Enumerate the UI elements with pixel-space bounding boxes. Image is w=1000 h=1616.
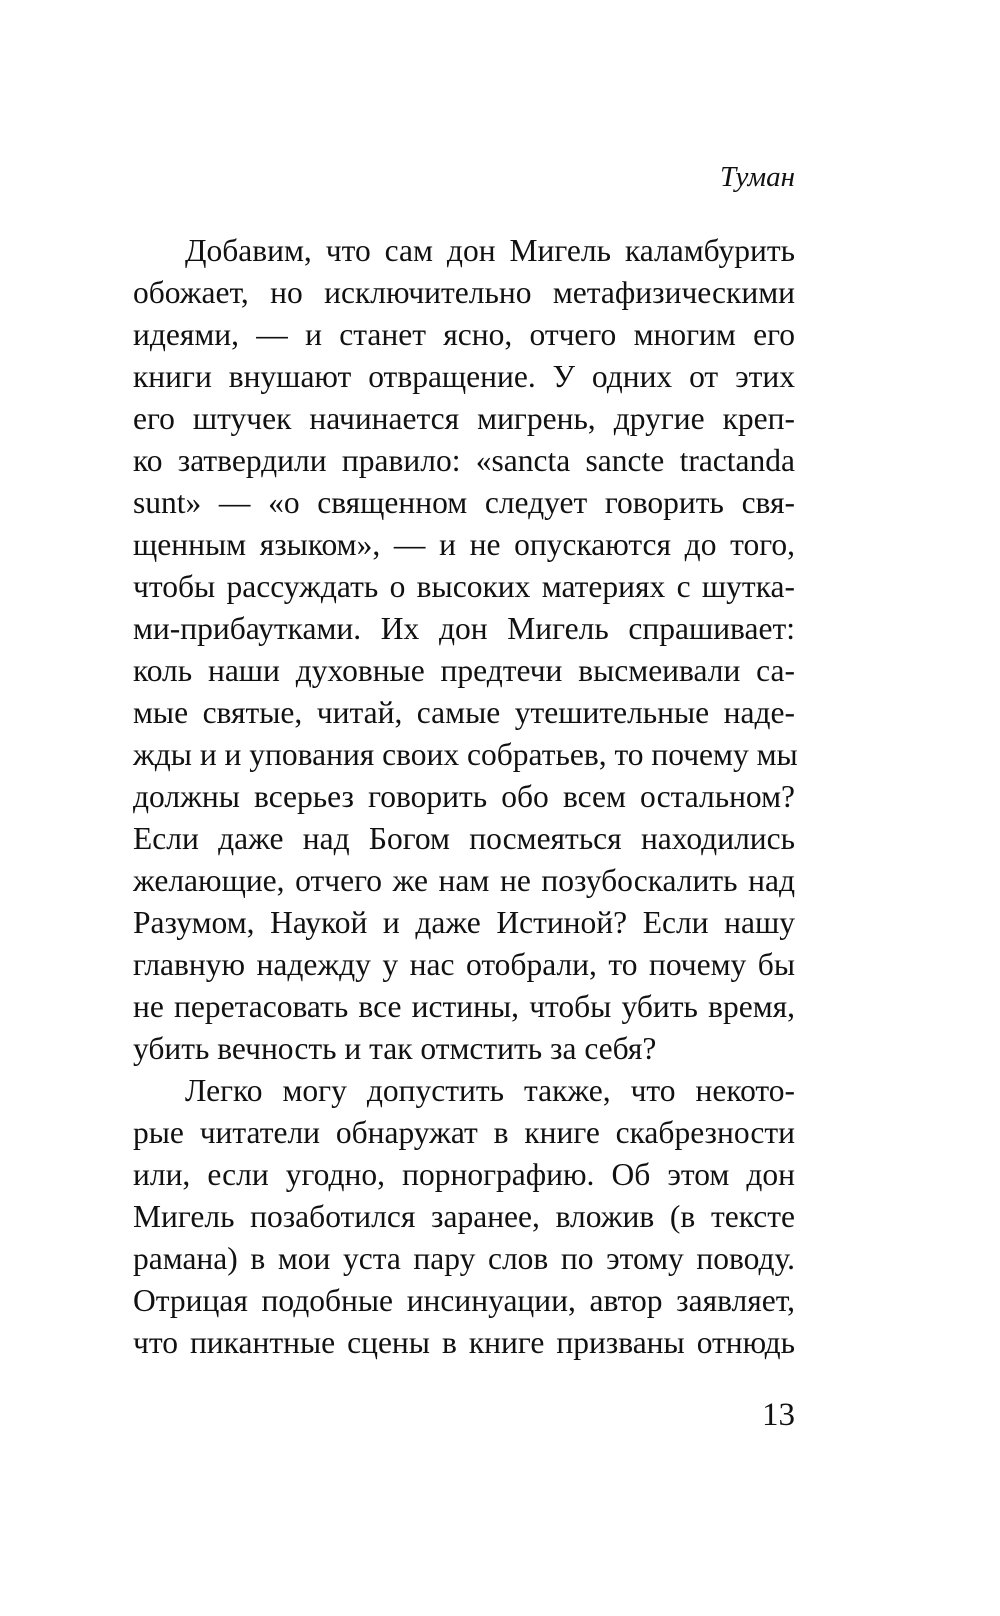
text-line: убить вечность и так отмстить за себя?	[133, 1031, 657, 1066]
text-line: рые читатели обнаружат в книге скабрезности	[133, 1115, 795, 1150]
text-line: Мигель позаботился заранее, вложив (в тексте	[133, 1199, 795, 1234]
text-line: идеями, — и станет ясно, отчего многим его	[133, 317, 795, 352]
text-line: желающие, отчего же нам не позубоскалить над	[133, 863, 795, 898]
text-line: Легко могу допустить также, что некото-	[185, 1073, 795, 1108]
text-line: должны всерьез говорить обо всем остальном?	[133, 779, 795, 814]
text-line: ми-прибаутками. Их дон Мигель спрашивает:	[133, 611, 795, 646]
text-line: Отрицая подобные инсинуации, автор заявляет,	[133, 1283, 795, 1318]
text-line: чтобы рассуждать о высоких материях с шутка-	[133, 569, 795, 604]
text-line: коль наши духовные предтечи высмеивали са-	[133, 653, 795, 688]
paragraph-2	[133, 1070, 795, 1364]
text-line: жды и и упования своих собратьев, то почему мы	[133, 737, 798, 772]
text-line: книги внушают отвращение. У одних от этих	[133, 359, 795, 394]
text-line: мые святые, читай, самые утешительные наде-	[133, 695, 795, 730]
text-line: ко затвердили правило: «sancta sancte tractanda	[133, 443, 795, 478]
text-line: рамана) в мои уста пару слов по этому поводу.	[133, 1241, 795, 1276]
text-line: что пикантные сцены в книге призваны отнюдь	[133, 1325, 795, 1360]
body-text	[133, 230, 798, 1364]
text-line: щенным языком», — и не опускаются до того,	[133, 527, 795, 562]
text-line: не перетасовать все истины, чтобы убить время,	[133, 989, 795, 1024]
text-line: Если даже над Богом посмеяться находились	[133, 821, 795, 856]
text-line: или, если угодно, порнографию. Об этом дон	[133, 1157, 795, 1192]
running-head: Туман	[720, 161, 795, 193]
text-line: Добавим, что сам дон Мигель каламбурить	[185, 233, 795, 268]
paragraph-1	[133, 230, 798, 1070]
text-line: его штучек начинается мигрень, другие креп-	[133, 401, 795, 436]
text-line: главную надежду у нас отобрали, то почему бы	[133, 947, 795, 982]
text-line: sunt» — «о священном следует говорить свя-	[133, 485, 795, 520]
text-line: Разумом, Наукой и даже Истиной? Если нашу	[133, 905, 795, 940]
page-number: 13	[762, 1397, 795, 1433]
text-line: обожает, но исключительно метафизическими	[133, 275, 795, 310]
